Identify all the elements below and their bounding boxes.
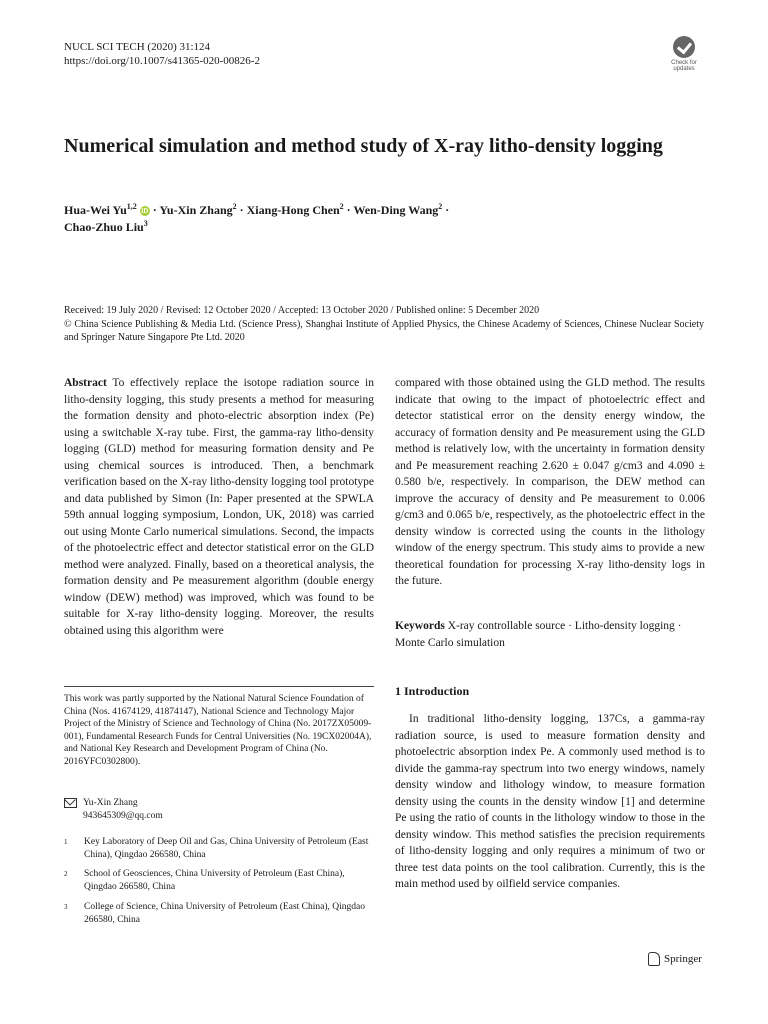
abstract-column-1: [64, 375, 374, 639]
affiliation-text: School of Geosciences, China University of Petroleum (East China), Qingdao 266580, China: [84, 869, 345, 892]
introduction-text: In traditional litho-density logging, 137Cs, a gamma-ray radiation source, is used to measure formation density and photoelectric absorption index Pe. A commonly used method is to divide the gamma-ray spectrum into two energy windows, namely density window and lithology window, to measure formation density using the counts in the density window [1] and determine Pe using the ratio of counts in the lithology window to those in the density window. This method satisfies the precision requirements of litho-density logging and only requires a minimum of two or three test data points on the tool calibration. Currently, this is the main method used by oilfield service companies.: [395, 713, 705, 890]
author-name[interactable]: Hua-Wei Yu: [64, 203, 127, 217]
contact-email[interactable]: 943645309@qq.com: [83, 810, 163, 821]
publisher-logo: [648, 952, 702, 966]
author-affil-sup: 2: [339, 202, 344, 211]
keywords: [395, 618, 705, 651]
journal-header: [64, 40, 260, 68]
affiliation-item: [64, 901, 374, 926]
affiliation-item: [64, 836, 374, 861]
author-affil-sup: 2: [232, 202, 237, 211]
author-list: Hua-Wei Yu$^{1,2}$ iD · Yu-Xin Zhang$^2$ · Xiang-Hong Chen$^2$ · Wen-Ding Wang$^2$ · Chao-Zhuo Liu$^3$: [64, 202, 450, 234]
author-name[interactable]: Xiang-Hong Chen: [246, 203, 340, 217]
funding-note: This work was partly supported by the National Natural Science Foundation of China (Nos. 41674129, 41874147), National Science and Technology Major Project of the Ministry of Science and Technology of China (No. 2017ZX05009-001), Fundamental Research Funds for Central Universities (No. 19CX02004A), and National Key Research and Development Program of China (No. 2016YFC0302800).: [64, 694, 372, 767]
journal-citation: NUCL SCI TECH (2020) 31:124: [64, 41, 211, 53]
keywords-label: Keywords: [395, 620, 445, 632]
contact-name: Yu-Xin Zhang: [83, 798, 138, 808]
author-name[interactable]: Wen-Ding Wang: [353, 203, 439, 217]
affiliation-text: College of Science, China University of Petroleum (East China), Qingdao 266580, China: [84, 902, 365, 925]
author-affil-sup: 2: [438, 202, 443, 211]
section-heading: 1 Introduction: [395, 684, 470, 698]
mail-icon: [64, 798, 77, 808]
springer-horse-icon: [648, 952, 660, 966]
check-for-updates-badge[interactable]: [664, 36, 704, 74]
abstract-text-1: To effectively replace the isotope radiation source in litho-density logging, this study presents a method for measuring the formation density and photo-electric absorption index (Pe) using a switchable X-ray tube. First, the gamma-ray litho-density logging (GLD) method for measuring formation density and Pe using chemical sources is introduced. Then, a benchmark verification based on the X-ray litho-density logging tool prototype and data published by Simon (In: Paper presented at the SPWLA 59th annual logging symposium, London, UK, 2018) was carried out using Monte Carlo numerical simulations. Second, the impacts of the photoelectric effect and detector statistical error on the GLD method were analyzed. Finally, based on a theoretical analysis, the formation density and Pe measurement algorithm (double energy window (DEW) method) was improved, which was found to be suitable for X-ray litho-density logging. Moreover, the results obtained using this algorithm were: [64, 377, 375, 637]
footnote-divider: [64, 686, 374, 687]
affiliation-number: 2: [64, 870, 68, 878]
author-name[interactable]: Yu-Xin Zhang: [159, 203, 233, 217]
badge-label: Check for updates: [671, 60, 697, 72]
author-affil-sup: 1,2: [126, 202, 137, 211]
publisher-name: Springer: [664, 953, 702, 965]
keywords-text: X-ray controllable source · Litho-density logging · Monte Carlo simulation: [395, 620, 682, 649]
author-affil-sup: 3: [143, 219, 148, 228]
abstract-column-2: compared with those obtained using the GLD method. The results indicate that owing to the impact of photoelectric effect and detector statistical error on the density energy window, the accuracy of formation density and Pe measurement using the GLD method is relatively low, with the uncertainty in formation density and Pe measurement reaching 2.620 ± 0.047 g/cm3 and 4.090 ± 0.580 b/e, respectively. In comparison, the DEW method can improve the accuracy of density and Pe measurement to 0.006 g/cm3 and 0.065 b/e, respectively, as the photoelectric effect in the density window is corrected using the counts in the lithology window of the energy spectrum. This study aims to provide a new theoretical foundation for processing X-ray litho-density logs in the future.: [395, 377, 705, 587]
affiliation-text: Key Laboratory of Deep Oil and Gas, China University of Petroleum (East China), Qingdao 266580, China: [84, 837, 369, 860]
paper-title: Numerical simulation and method study of X-ray litho-density logging: [64, 135, 663, 157]
doi-link[interactable]: https://doi.org/10.1007/s41365-020-00826-2: [64, 55, 260, 67]
affiliation-number: 3: [64, 903, 68, 911]
abstract-label: Abstract: [64, 377, 107, 389]
orcid-icon[interactable]: iD: [141, 207, 149, 216]
check-icon: [673, 36, 695, 58]
corresponding-author: [64, 797, 374, 822]
author-name[interactable]: Chao-Zhuo Liu: [64, 220, 144, 234]
affiliation-number: 1: [64, 838, 68, 846]
affiliation-item: [64, 868, 374, 893]
copyright-notice: © China Science Publishing & Media Ltd. (Science Press), Shanghai Institute of Applied Physics, the Chinese Academy of Sciences, Chinese Nuclear Society and Springer Nature Singapore Pte Ltd. 2020: [64, 319, 704, 343]
publication-dates: Received: 19 July 2020 / Revised: 12 October 2020 / Accepted: 13 October 2020 / Published online: 5 December 2020: [64, 305, 540, 316]
